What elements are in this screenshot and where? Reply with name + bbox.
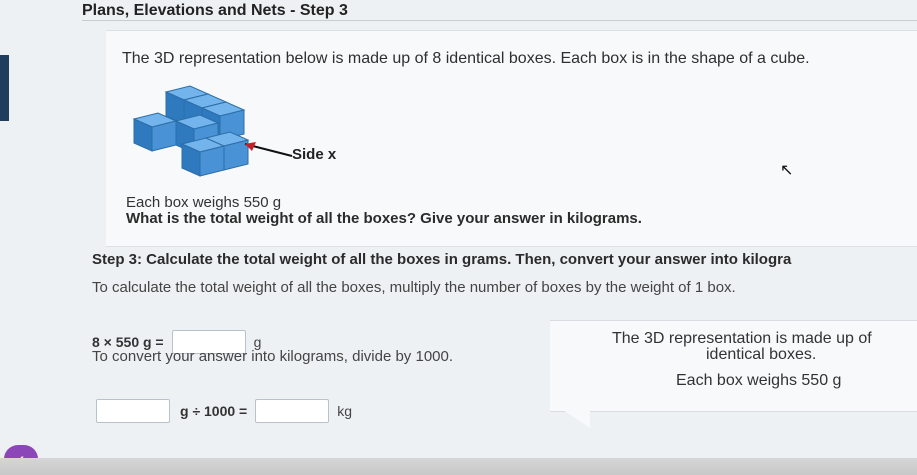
- equation-2-text: g ÷ 1000 =: [180, 403, 248, 419]
- mouse-cursor-icon: ↖: [780, 162, 794, 179]
- equation-2-first-input[interactable]: [96, 399, 170, 423]
- weight-text: Each box weighs 550 g: [126, 194, 282, 211]
- equation-2-answer-input[interactable]: [255, 399, 329, 423]
- tooltip-line-2: identical boxes.: [706, 346, 817, 363]
- side-label: Side x: [292, 146, 337, 163]
- cube-diagram: [124, 84, 304, 184]
- tooltip-line-3: Each box weighs 550 g: [676, 372, 842, 389]
- problem-intro: The 3D representation below is made up of 8 identical boxes. Each box is in the shape of a cube.: [122, 50, 810, 67]
- equation-1-text: 8 × 550 g =: [92, 334, 164, 350]
- tooltip-tail: [560, 408, 590, 428]
- step-explanation: To calculate the total weight of all the boxes, multiply the number of boxes by the weight of 1 box.: [92, 279, 736, 296]
- page-title: Plans, Elevations and Nets - Step 3: [82, 2, 348, 19]
- equation-1-unit: g: [253, 334, 262, 350]
- title-divider: [82, 20, 917, 21]
- equation-2-unit: kg: [337, 403, 353, 419]
- question-text: What is the total weight of all the boxes? Give your answer in kilograms.: [126, 210, 642, 227]
- taskbar: [0, 458, 917, 475]
- step-heading: Step 3: Calculate the total weight of all the boxes in grams. Then, convert your answer into kilogra: [92, 251, 792, 268]
- left-panel-edge: [0, 55, 9, 121]
- convert-instruction: To convert your answer into kilograms, divide by 1000.: [92, 348, 454, 365]
- tooltip-line-1: The 3D representation is made up of: [612, 330, 872, 347]
- equation-2: [96, 399, 352, 423]
